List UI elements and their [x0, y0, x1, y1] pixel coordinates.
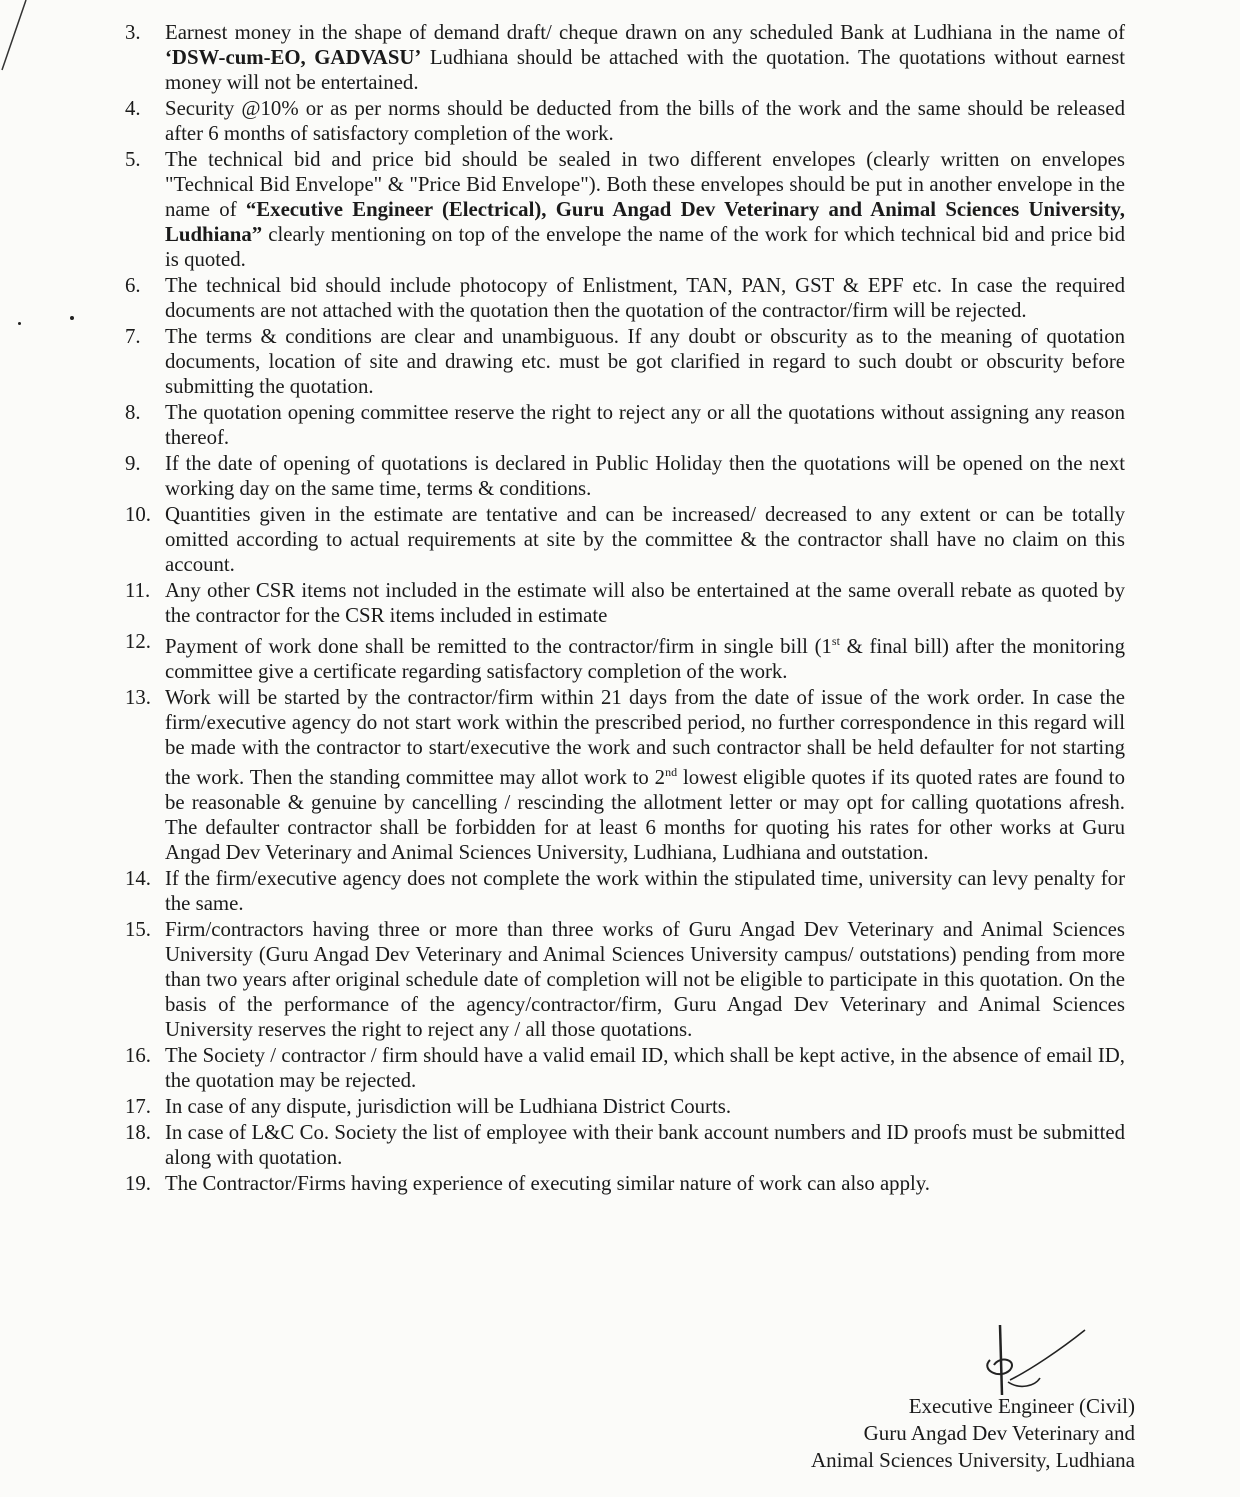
term-number: 16.	[125, 1043, 151, 1067]
term-text	[165, 96, 1125, 146]
term-item	[125, 1171, 1125, 1196]
term-number: 14.	[125, 866, 151, 890]
text-run: Firm/contractors having three or more than three works of Guru Angad Dev Veterinary and Animal Sciences University (Guru Angad Dev Veterinary and Animal Sciences University campus/ outstations) pending from more than two years after original schedule date of completion will not be eligible to participate in this quotation. On the basis of the performance of the agency/contractor/firm, Guru Angad Dev Veterinary and Animal Sciences University reserves the right to reject any / all those quotations.	[165, 917, 1125, 1041]
term-text	[165, 147, 1125, 272]
signatory-title: Executive Engineer (Civil)	[908, 1394, 1135, 1418]
emphasized-text: ‘DSW-cum-EO, GADVASU’	[165, 46, 422, 69]
term-text	[165, 400, 1125, 450]
term-number: 12.	[125, 630, 151, 653]
term-number: 7.	[125, 325, 141, 348]
term-item	[125, 578, 1125, 628]
text-run: Earnest money in the shape of demand draft/ cheque drawn on any scheduled Bank at Ludhiana in the name of	[165, 21, 1125, 44]
term-item	[125, 273, 1125, 323]
term-text	[165, 20, 1125, 95]
ordinal-suffix: nd	[665, 764, 678, 779]
term-text	[165, 1043, 1125, 1093]
term-item	[125, 1094, 1125, 1119]
term-number: 18.	[125, 1120, 151, 1144]
text-run: In case of any dispute, jurisdiction will be Ludhiana District Courts.	[165, 1094, 732, 1118]
term-number: 6.	[125, 274, 141, 297]
term-text	[165, 1094, 1125, 1119]
handwritten-signature	[980, 1320, 1090, 1400]
term-number: 9.	[125, 452, 141, 475]
text-run: & final bill) after the monitoring committee give a certificate regarding satisfactory completion of the work.	[165, 634, 1125, 683]
term-item	[125, 451, 1125, 501]
text-run: If the firm/executive agency does not complete the work within the stipulated time, university can levy penalty for the same.	[165, 866, 1125, 915]
term-text	[165, 685, 1125, 865]
signatory-institution-line1: Guru Angad Dev Veterinary and	[863, 1421, 1135, 1445]
term-text	[165, 578, 1125, 628]
term-item	[125, 866, 1125, 916]
term-number: 11.	[125, 579, 151, 602]
term-number: 3.	[125, 21, 141, 44]
term-text	[165, 917, 1125, 1042]
text-run: Work will be started by the contractor/firm within 21 days from the date of issue of the work order. In case the firm/executive agency do not start work within the prescribed period, no further correspondence in this regard will be made with the contractor to start/executive the work and such contractor shall be held defaulter for not starting the work. Then the standing committee may allot work to 2	[165, 685, 1125, 789]
text-run: The technical bid and price bid should be sealed in two different envelopes (clearly written on envelopes "Technical Bid Envelope" & "Price Bid Envelope"). Both these envelopes should be put in another envelope in the name of	[165, 148, 1125, 221]
text-run: The technical bid should include photocopy of Enlistment, TAN, PAN, GST & EPF etc. In case the required documents are not attached with the quotation then the quotation of the contractor/firm will be rejected.	[165, 274, 1125, 322]
term-item	[125, 147, 1125, 272]
term-number: 10.	[125, 503, 151, 526]
term-number: 5.	[125, 148, 141, 171]
text-run: The Contractor/Firms having experience of executing similar nature of work can also apply.	[165, 1171, 930, 1195]
term-item	[125, 685, 1125, 865]
term-item	[125, 400, 1125, 450]
term-item	[125, 1043, 1125, 1093]
text-run: lowest eligible quotes if its quoted rates are found to be reasonable & genuine by cancelling / rescinding the allotment letter or may opt for calling quotations afresh. The defaulter contractor shall be forbidden for at least 6 months for quoting his rates for other works at Guru Angad Dev Veterinary and Animal Sciences University, Ludhiana, Ludhiana and outstation.	[165, 765, 1125, 864]
signatory-institution-line2: Animal Sciences University, Ludhiana	[810, 1448, 1135, 1472]
term-text	[165, 866, 1125, 916]
text-run: The quotation opening committee reserve the right to reject any or all the quotations without assigning any reason thereof.	[165, 401, 1125, 449]
terms-list	[125, 20, 1125, 1197]
term-text	[165, 324, 1125, 399]
term-number: 4.	[125, 97, 141, 120]
text-run: Any other CSR items not included in the estimate will also be entertained at the same overall rebate as quoted by the contractor for the CSR items included in estimate	[165, 579, 1125, 627]
page-edge-mark	[0, 0, 30, 80]
term-number: 15.	[125, 917, 151, 941]
term-text	[165, 1120, 1125, 1170]
term-item	[125, 324, 1125, 399]
term-number: 13.	[125, 685, 151, 709]
text-run: Quantities given in the estimate are tentative and can be increased/ decreased to any extent or can be totally omitted according to actual requirements at site by the committee & the contractor shall have no claim on this account.	[165, 503, 1125, 576]
text-run: If the date of opening of quotations is declared in Public Holiday then the quotations will be opened on the next working day on the same time, terms & conditions.	[165, 452, 1125, 500]
text-run: Ludhiana should be attached with the quotation. The quotations without earnest money will not be entertained.	[165, 46, 1125, 94]
stray-dot	[70, 316, 74, 320]
term-text	[165, 629, 1125, 684]
term-item	[125, 1120, 1125, 1170]
term-item	[125, 917, 1125, 1042]
text-run: In case of L&C Co. Society the list of employee with their bank account numbers and ID proofs must be submitted along with quotation.	[165, 1120, 1125, 1169]
stray-dot	[18, 322, 21, 325]
emphasized-text: “Executive Engineer (Electrical), Guru Angad Dev Veterinary and Animal Sciences University, Ludhiana”	[165, 198, 1125, 246]
term-item	[125, 20, 1125, 95]
text-run: clearly mentioning on top of the envelope the name of the work for which technical bid and price bid is quoted.	[165, 223, 1125, 271]
text-run: Security @10% or as per norms should be deducted from the bills of the work and the same should be released after 6 months of satisfactory completion of the work.	[165, 97, 1125, 145]
text-run: The terms & conditions are clear and unambiguous. If any doubt or obscurity as to the meaning of quotation documents, location of site and drawing etc. must be got clarified in regard to such doubt or obscurity before submitting the quotation.	[165, 325, 1125, 398]
term-text	[165, 502, 1125, 577]
term-item	[125, 629, 1125, 684]
term-text	[165, 1171, 1125, 1196]
term-number: 19.	[125, 1171, 151, 1195]
term-item	[125, 96, 1125, 146]
signature-block	[811, 1393, 1135, 1474]
term-text	[165, 451, 1125, 501]
ordinal-suffix: st	[831, 634, 840, 648]
term-text	[165, 273, 1125, 323]
text-run: Payment of work done shall be remitted to the contractor/firm in single bill (1	[165, 634, 832, 658]
term-number: 17.	[125, 1094, 151, 1118]
term-item	[125, 502, 1125, 577]
term-number: 8.	[125, 401, 141, 424]
text-run: The Society / contractor / firm should have a valid email ID, which shall be kept active, in the absence of email ID, the quotation may be rejected.	[165, 1043, 1125, 1092]
